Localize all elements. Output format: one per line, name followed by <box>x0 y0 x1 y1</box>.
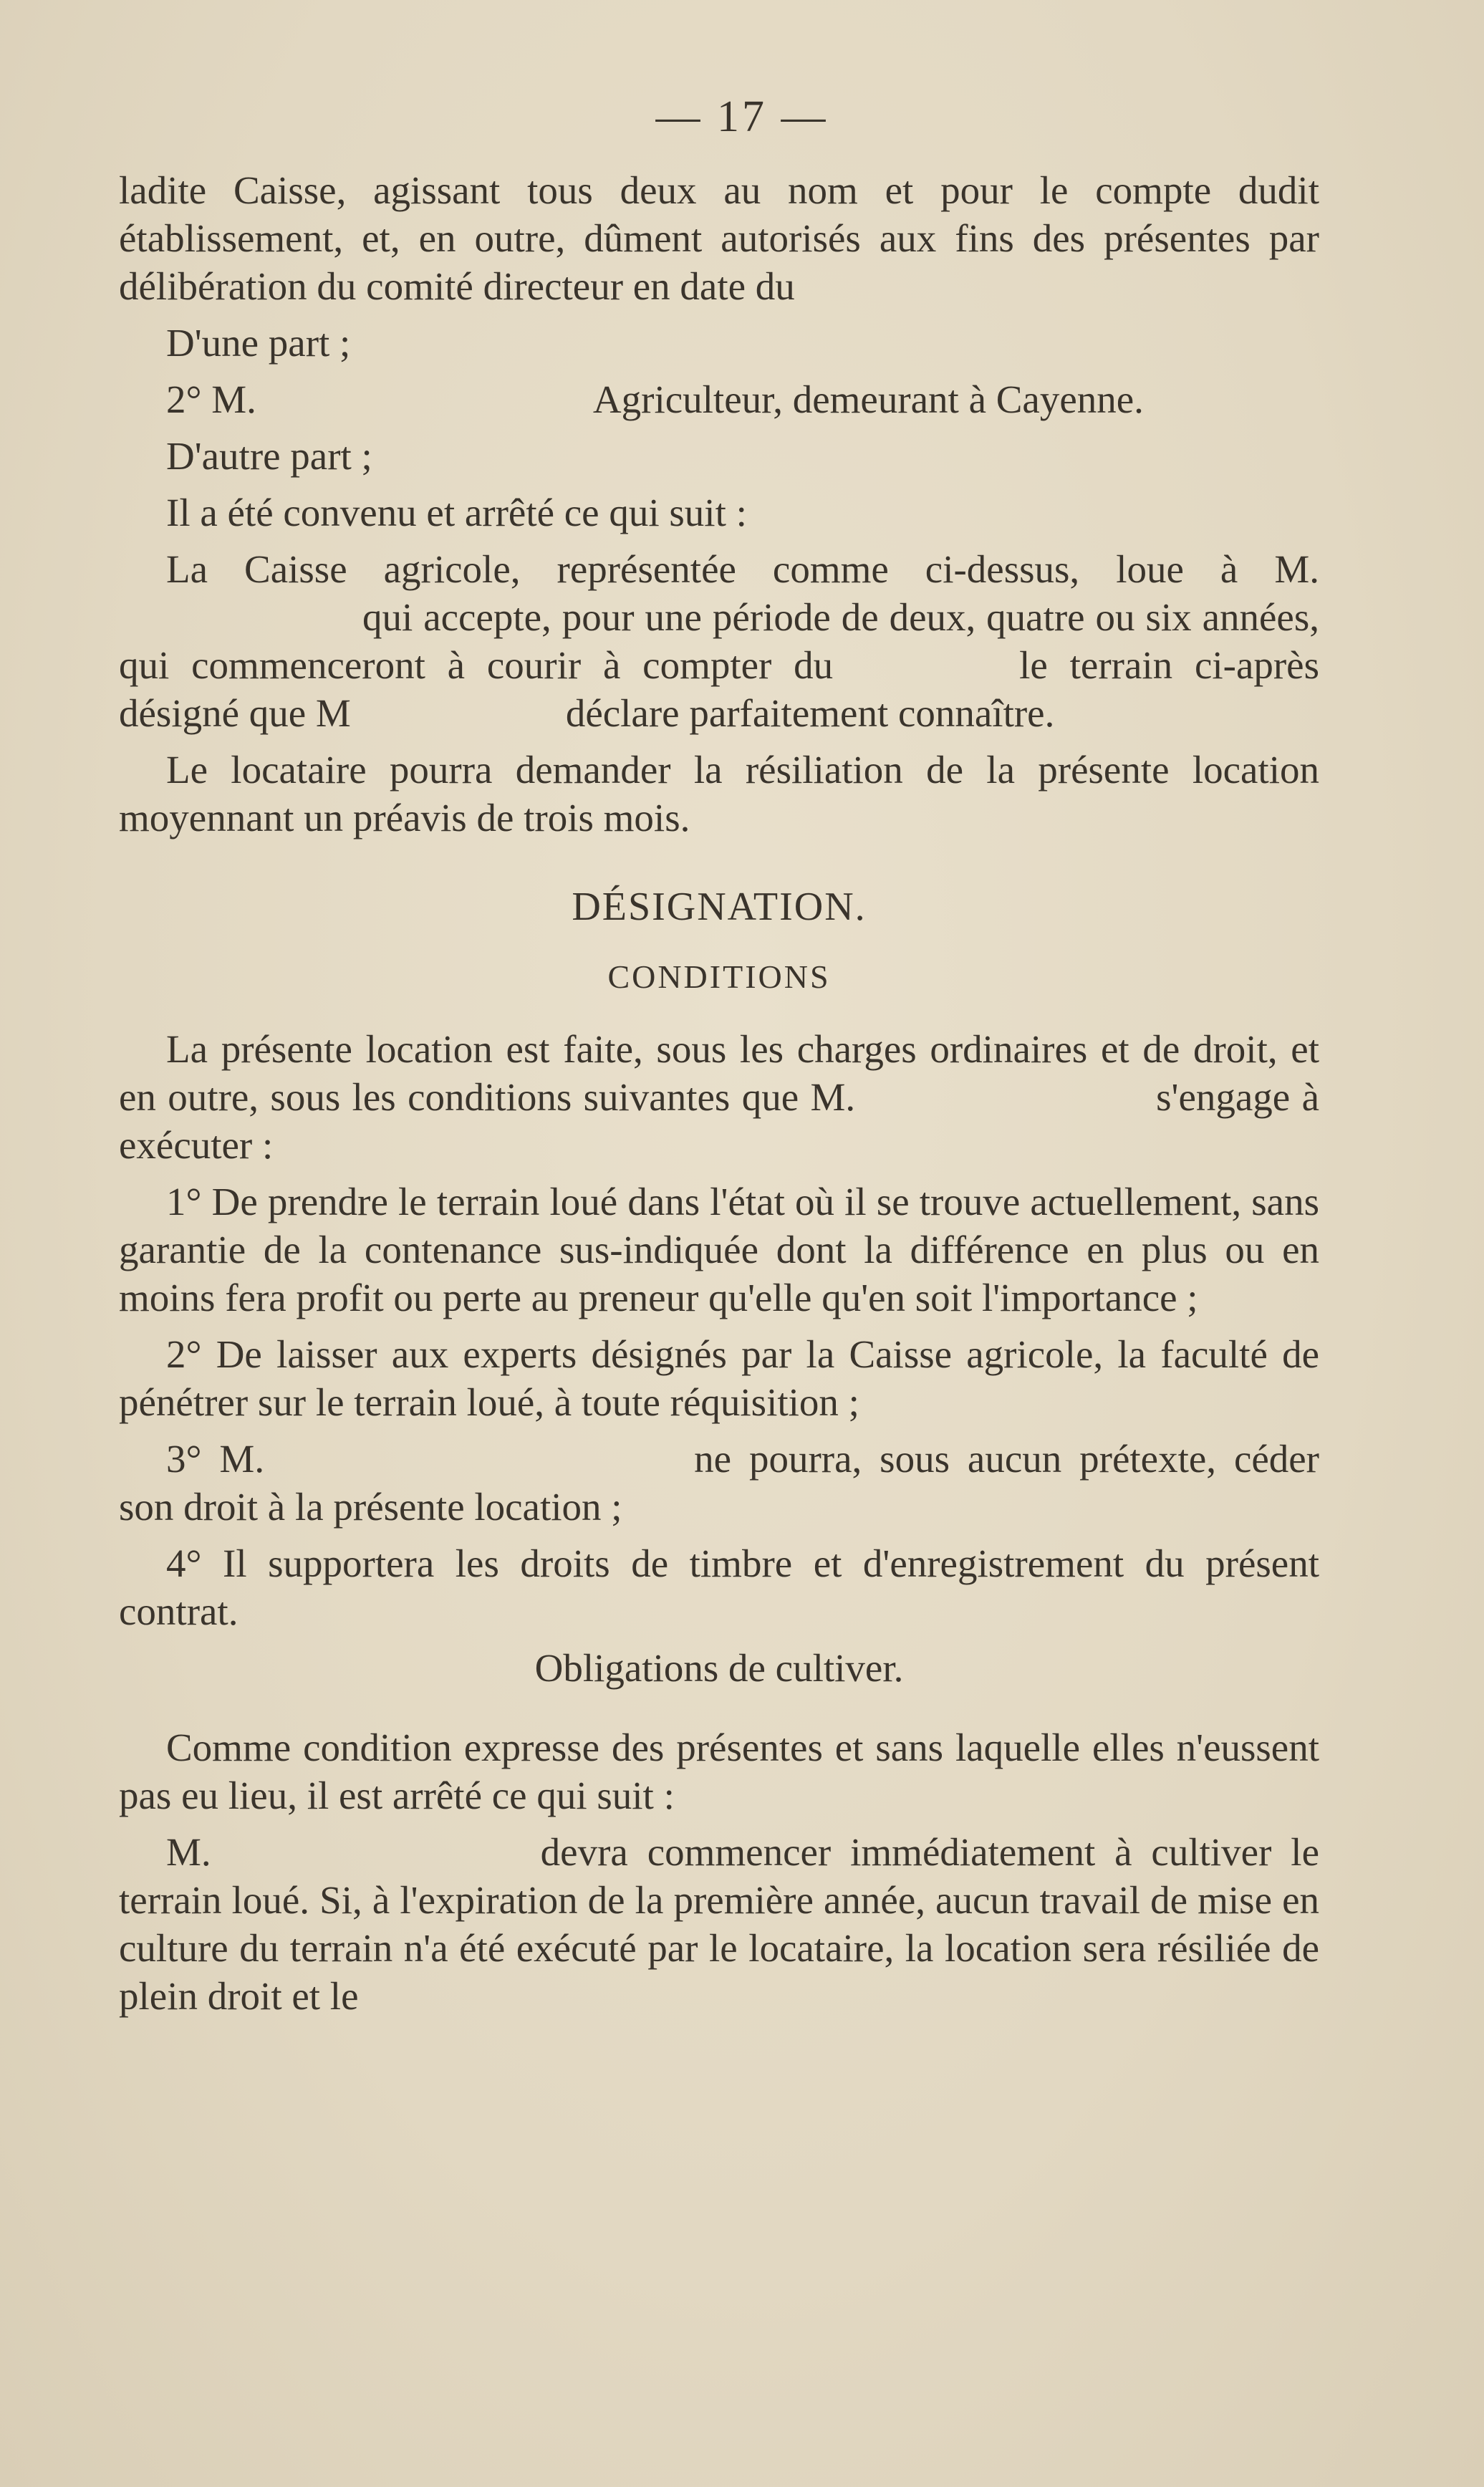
heading-obligations: Obligations de cultiver. <box>534 1646 904 1690</box>
paragraph-agreement: Il a été convenu et arrêté ce qui suit : <box>166 491 747 534</box>
page-number: — 17 — <box>655 92 829 141</box>
lease-terms-part-2: qui accepte, pour une période de deux, quatre ou six années, qui commenceront à courir à compter du <box>119 595 1319 687</box>
paragraph-condition-3 <box>119 1435 1319 1531</box>
paragraph-second-party <box>119 375 1319 423</box>
paragraph-conditions <box>119 1025 1319 1169</box>
paragraph-lease-terms <box>119 545 1319 737</box>
document-body <box>119 166 1319 2020</box>
paragraph-termination: Le locataire pourra demander la résiliation de la présente location moyennant un préavis de trois mois. <box>119 748 1319 840</box>
heading-conditions: CONDITIONS <box>607 958 831 995</box>
paragraph-condition-1: 1° De prendre le terrain loué dans l'état où il se trouve actuellement, sans garantie de la contenance sus-indiquée dont la différence en plus ou en moins fera profit ou perte au preneur qu'elle qu'en soit l'importance ; <box>119 1180 1319 1319</box>
condition-3-part-2: ne pourra, sous aucun prétexte, céder son droit à la présente location ; <box>119 1437 1320 1529</box>
paragraph-express-condition: Comme condition expresse des présentes et sans laquelle elles n'eussent pas eu lieu, il est arrêté ce qui suit : <box>119 1726 1319 1817</box>
lease-terms-part-4: déclare parfaitement connaître. <box>565 691 1055 735</box>
condition-3-part-1: 3° M. <box>166 1437 265 1481</box>
paragraph-condition-2: 2° De laisser aux experts désignés par la Caisse agricole, la faculté de pénétrer sur le terrain loué, à toute réquisition ; <box>119 1332 1319 1424</box>
cultivation-part-1: M. <box>166 1830 211 1874</box>
paragraph-condition-4: 4° Il supportera les droits de timbre et d'enregistrement du présent contrat. <box>119 1541 1319 1633</box>
lease-terms-part-3: le terrain ci-après désigné que M <box>119 643 1319 735</box>
heading-designation: DÉSIGNATION. <box>572 885 867 929</box>
second-party-description: Agriculteur, demeurant à Cayenne. <box>592 377 1144 421</box>
paragraph-cultivation <box>119 1828 1319 2020</box>
paragraph-dune-part: D'une part ; <box>166 321 351 365</box>
cultivation-part-2: devra commencer immédiatement à cultiver le terrain loué. Si, à l'expiration de la première année, aucun travail de mise en culture du terrain n'a été exécuté par le locataire, la location sera résiliée de plein droit et le <box>119 1830 1319 2018</box>
second-party-prefix: 2° M. <box>166 377 256 421</box>
paragraph-dautre-part: D'autre part ; <box>166 434 372 478</box>
lease-terms-part-1: La Caisse agricole, représentée comme ci-dessus, loue à M. <box>166 547 1319 591</box>
conditions-part-1: La présente location est faite, sous les charges ordinaires et de droit, et en outre, sous les conditions suivantes que M. <box>119 1027 1319 1119</box>
conditions-part-2: s'engage à exécuter : <box>119 1075 1319 1167</box>
paragraph-preamble: ladite Caisse, agissant tous deux au nom et pour le compte dudit établissement, et, en outre, dûment autorisés aux fins des présentes par délibération du comité directeur en date du <box>119 168 1319 308</box>
